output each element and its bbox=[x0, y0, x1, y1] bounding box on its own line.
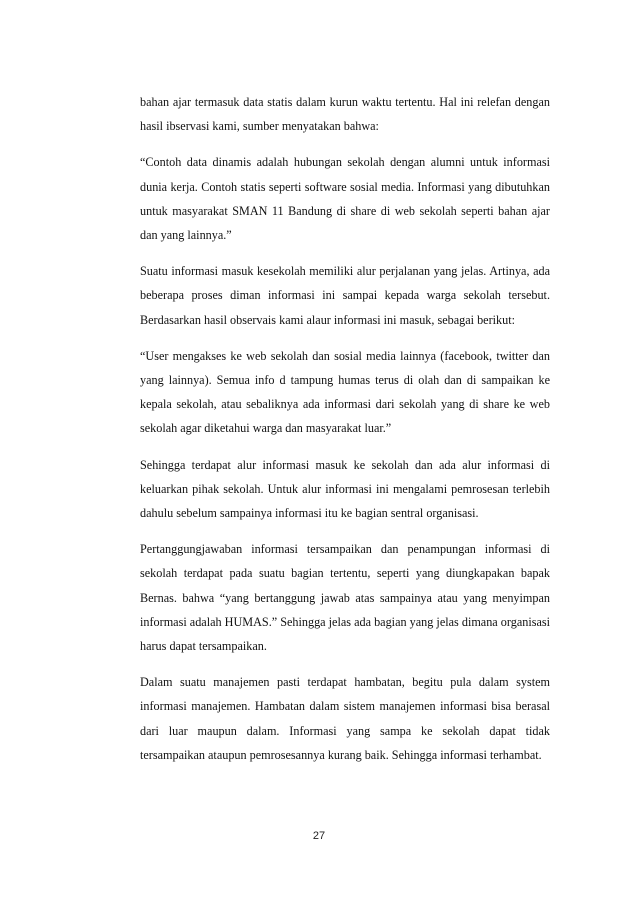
paragraph-7: Dalam suatu manajemen pasti terdapat hambatan, begitu pula dalam system informasi manajemen. Hambatan dalam sistem manajemen informasi bisa berasal dari luar maupun dalam. Informasi yang sampa ke sekolah dapat tidak tersampaikan ataupun pemrosesannya kurang baik. Sehingga informasi terhambat. bbox=[140, 675, 550, 762]
paragraph-6: Pertanggungjawaban informasi tersampaikan dan penampungan informasi di sekolah terdapat pada suatu bagian tertentu, seperti yang diungkapakan bapak Bernas. bahwa “yang bertanggung jawab atas sampainya atau yang menyimpan informasi adalah HUMAS.” Sehingga jelas ada bagian yang jelas dimana organisasi harus dapat tersampaikan. bbox=[140, 542, 550, 654]
paragraph-3: Suatu informasi masuk kesekolah memiliki alur perjalanan yang jelas. Artinya, ada beberapa proses diman informasi ini sampai kepada warga sekolah tersebut. Berdasarkan hasil observais kami alaur informasi ini masuk, sebagai berikut: bbox=[140, 264, 550, 327]
paragraph-5: Sehingga terdapat alur informasi masuk ke sekolah dan ada alur informasi di keluarkan pihak sekolah. Untuk alur informasi ini mengalami pemrosesan terlebih dahulu sebelum sampainya informasi itu ke bagian sentral organisasi. bbox=[140, 457, 550, 521]
paragraph-2-quote: “Contoh data dinamis adalah hubungan sekolah dengan alumni untuk informasi dunia kerja. Contoh statis seperti software sosial media. Informasi yang dibutuhkan untuk masyarakat SMAN 11 Bandung di share di web sekolah seperti bahan ajar dan yang lainnya.” bbox=[140, 155, 550, 243]
page-number: 27 bbox=[312, 830, 326, 842]
paragraph-4-quote: “User mengakses ke web sekolah dan sosial media lainnya (facebook, twitter dan yang lainnya). Semua info d tampung humas terus di olah dan di sampaikan ke kepala sekolah, atau sebaliknya ada informasi dari sekolah yang di share ke web sekolah agar diketahui warga dan masyarakat luar.” bbox=[140, 348, 550, 436]
paragraph-1: bahan ajar termasuk data statis dalam kurun waktu tertentu. Hal ini relefan dengan hasil ibservasi kami, sumber menyatakan bahwa: bbox=[140, 95, 550, 134]
body-text bbox=[140, 90, 550, 779]
